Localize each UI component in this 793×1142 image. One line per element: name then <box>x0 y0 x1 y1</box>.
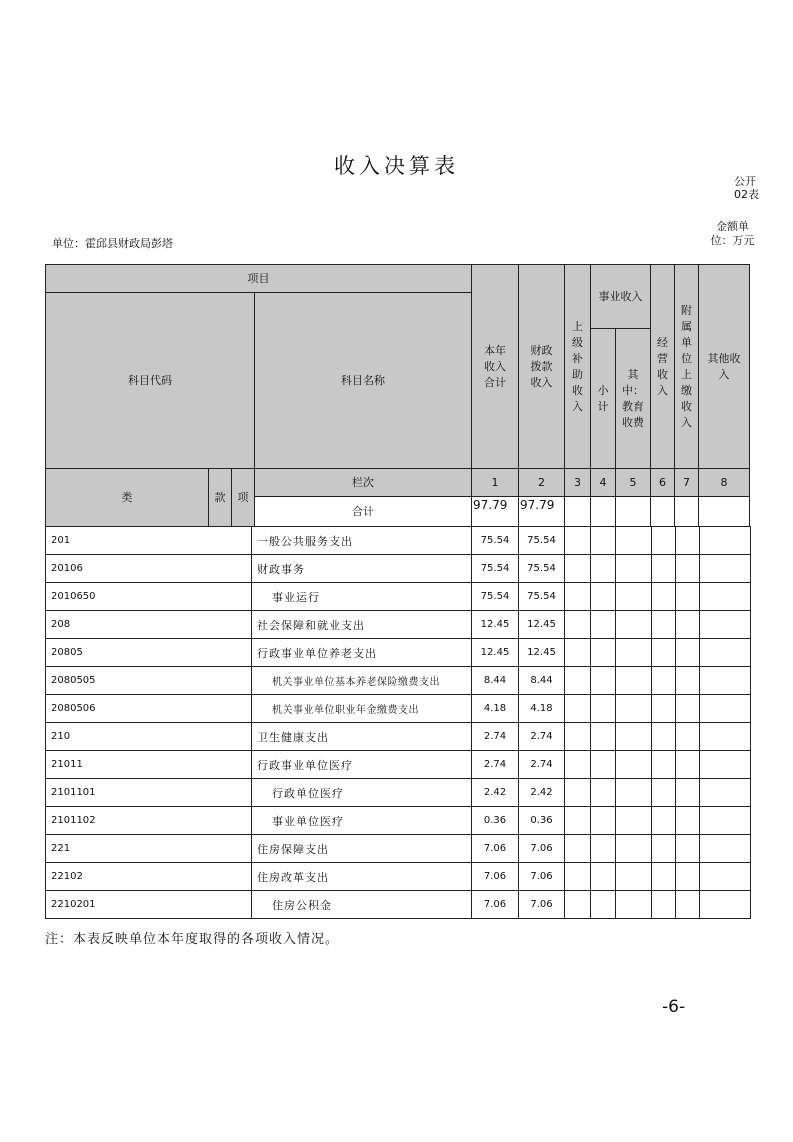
row-code: 21011 <box>46 751 252 779</box>
total-empty-4 <box>590 496 616 527</box>
header-col-total <box>471 264 519 469</box>
row-fiscal: 12.45 <box>519 611 565 639</box>
header-col-superior <box>564 264 591 469</box>
row-total: 12.45 <box>472 639 519 667</box>
table-row <box>46 807 751 835</box>
row-empty <box>616 751 652 779</box>
row-total: 7.06 <box>472 835 519 863</box>
header-col-operating <box>650 264 675 469</box>
row-empty <box>676 611 700 639</box>
row-empty <box>591 807 616 835</box>
row-empty <box>652 807 676 835</box>
col-number-4: 4 <box>590 468 616 497</box>
header-col-other-text: 其他收入 <box>707 351 741 381</box>
row-code: 2010650 <box>46 583 252 611</box>
row-total: 7.06 <box>472 863 519 891</box>
row-empty <box>676 639 700 667</box>
col-number-6: 6 <box>650 468 675 497</box>
row-empty <box>591 527 616 555</box>
row-name: 住房公积金 <box>252 891 472 919</box>
row-fiscal: 7.06 <box>519 891 565 919</box>
table-row <box>46 891 751 919</box>
amount-unit: 金额单位：万元 <box>710 220 755 247</box>
row-name: 住房改革支出 <box>252 863 472 891</box>
row-empty <box>700 695 751 723</box>
row-empty <box>616 555 652 583</box>
row-empty <box>565 779 591 807</box>
header-col-edu-text: 其中：教育收费 <box>622 367 644 429</box>
row-code: 210 <box>46 723 252 751</box>
total-empty-3 <box>564 496 591 527</box>
col-number-1: 1 <box>471 468 519 497</box>
row-empty <box>676 891 700 919</box>
row-total: 2.74 <box>472 723 519 751</box>
row-total: 0.36 <box>472 807 519 835</box>
header-lanci: 栏次 <box>254 468 472 497</box>
row-total: 2.74 <box>472 751 519 779</box>
row-empty <box>700 751 751 779</box>
table-row <box>46 863 751 891</box>
row-empty <box>676 779 700 807</box>
header-col-total-text: 本年收入合计 <box>484 343 506 389</box>
total-empty-5 <box>615 496 651 527</box>
row-empty <box>565 555 591 583</box>
row-name: 卫生健康支出 <box>252 723 472 751</box>
row-total: 7.06 <box>472 891 519 919</box>
row-empty <box>652 555 676 583</box>
row-empty <box>565 723 591 751</box>
row-total: 2.42 <box>472 779 519 807</box>
row-total: 75.54 <box>472 527 519 555</box>
row-empty <box>591 779 616 807</box>
row-empty <box>616 807 652 835</box>
row-code: 2101101 <box>46 779 252 807</box>
row-empty <box>616 723 652 751</box>
row-empty <box>616 667 652 695</box>
col-number-8: 8 <box>698 468 750 497</box>
table-row <box>46 751 751 779</box>
row-empty <box>616 835 652 863</box>
row-empty <box>565 807 591 835</box>
table-row <box>46 835 751 863</box>
row-fiscal: 4.18 <box>519 695 565 723</box>
row-empty <box>591 835 616 863</box>
data-table <box>45 526 751 919</box>
row-empty <box>591 639 616 667</box>
header-col-superior-text: 上级补助收入 <box>572 319 583 413</box>
row-empty <box>700 723 751 751</box>
row-name: 行政单位医疗 <box>252 779 472 807</box>
row-code: 2101102 <box>46 807 252 835</box>
row-empty <box>591 751 616 779</box>
row-empty <box>591 723 616 751</box>
total-value-2: 97.79 <box>518 496 565 527</box>
row-empty <box>700 835 751 863</box>
row-empty <box>591 583 616 611</box>
total-empty-7 <box>674 496 699 527</box>
header-xiang: 项 <box>231 468 255 527</box>
row-empty <box>652 863 676 891</box>
header-col-affiliated-text: 附属单位上缴收入 <box>681 303 692 429</box>
row-empty <box>591 891 616 919</box>
row-empty <box>565 835 591 863</box>
row-empty <box>676 583 700 611</box>
row-empty <box>591 611 616 639</box>
table-row <box>46 723 751 751</box>
row-empty <box>616 583 652 611</box>
header-col-business-text: 事业收入 <box>598 289 643 303</box>
row-empty <box>700 527 751 555</box>
header-col-subtotal-text: 小计 <box>597 383 609 413</box>
row-empty <box>565 751 591 779</box>
row-empty <box>700 807 751 835</box>
page-title: 收入决算表 <box>334 154 459 178</box>
row-empty <box>652 695 676 723</box>
table-row <box>46 611 751 639</box>
row-empty <box>676 807 700 835</box>
row-empty <box>652 639 676 667</box>
table-row <box>46 639 751 667</box>
row-total: 75.54 <box>472 583 519 611</box>
row-name: 行政事业单位医疗 <box>252 751 472 779</box>
header-item: 项目 <box>45 264 472 293</box>
row-empty <box>591 555 616 583</box>
row-fiscal: 7.06 <box>519 835 565 863</box>
row-empty <box>676 667 700 695</box>
row-code: 22102 <box>46 863 252 891</box>
header-col-edu <box>615 328 651 469</box>
header-subject-name: 科目名称 <box>254 292 472 469</box>
row-empty <box>700 639 751 667</box>
row-empty <box>616 695 652 723</box>
row-empty <box>676 863 700 891</box>
row-name: 一般公共服务支出 <box>252 527 472 555</box>
row-empty <box>652 723 676 751</box>
row-fiscal: 75.54 <box>519 555 565 583</box>
table-row <box>46 779 751 807</box>
row-empty <box>676 835 700 863</box>
header-col-fiscal-text: 财政拨款收入 <box>530 343 553 389</box>
row-empty <box>616 891 652 919</box>
row-empty <box>700 891 751 919</box>
total-empty-8 <box>698 496 750 527</box>
table-row <box>46 583 751 611</box>
row-empty <box>565 527 591 555</box>
row-name: 住房保障支出 <box>252 835 472 863</box>
row-empty <box>700 583 751 611</box>
row-name: 机关事业单位职业年金缴费支出 <box>252 695 472 723</box>
page-number: -6- <box>662 997 686 1017</box>
header-col-subtotal <box>590 328 616 469</box>
header-col-operating-text: 经营收入 <box>657 335 668 397</box>
row-fiscal: 2.74 <box>519 723 565 751</box>
header-kuan: 款 <box>208 468 232 527</box>
row-empty <box>565 863 591 891</box>
row-empty <box>565 639 591 667</box>
row-name: 事业单位医疗 <box>252 807 472 835</box>
row-empty <box>565 667 591 695</box>
row-name: 社会保障和就业支出 <box>252 611 472 639</box>
row-fiscal: 75.54 <box>519 583 565 611</box>
row-code: 2080505 <box>46 667 252 695</box>
row-empty <box>676 695 700 723</box>
row-empty <box>652 667 676 695</box>
row-total: 12.45 <box>472 611 519 639</box>
row-empty <box>700 555 751 583</box>
row-fiscal: 0.36 <box>519 807 565 835</box>
row-empty <box>676 527 700 555</box>
row-name: 财政事务 <box>252 555 472 583</box>
col-number-5: 5 <box>615 468 651 497</box>
row-empty <box>565 583 591 611</box>
col-number-2: 2 <box>518 468 565 497</box>
row-code: 20805 <box>46 639 252 667</box>
row-name: 事业运行 <box>252 583 472 611</box>
row-empty <box>616 611 652 639</box>
row-empty <box>652 891 676 919</box>
col-number-7: 7 <box>674 468 699 497</box>
header-col-fiscal <box>518 264 565 469</box>
row-empty <box>616 527 652 555</box>
row-empty <box>591 695 616 723</box>
table-row <box>46 555 751 583</box>
row-fiscal: 7.06 <box>519 863 565 891</box>
footnote: 注：本表反映单位本年度取得的各项收入情况。 <box>45 932 340 947</box>
row-name: 行政事业单位养老支出 <box>252 639 472 667</box>
unit-label: 单位：霍邱县财政局彭塔 <box>52 237 173 250</box>
row-fiscal: 8.44 <box>519 667 565 695</box>
total-empty-6 <box>650 496 675 527</box>
row-code: 2080506 <box>46 695 252 723</box>
row-code: 208 <box>46 611 252 639</box>
row-empty <box>700 667 751 695</box>
header-col-business <box>590 264 651 329</box>
row-empty <box>652 527 676 555</box>
row-code: 20106 <box>46 555 252 583</box>
table-row <box>46 695 751 723</box>
header-col-other <box>698 264 750 469</box>
row-empty <box>591 667 616 695</box>
header-heji: 合计 <box>254 496 472 527</box>
row-code: 201 <box>46 527 252 555</box>
row-empty <box>591 863 616 891</box>
row-empty <box>700 863 751 891</box>
row-empty <box>652 583 676 611</box>
row-empty <box>616 779 652 807</box>
row-empty <box>652 779 676 807</box>
total-value-1: 97.79 <box>471 496 519 527</box>
form-code: 公开02表 <box>734 175 759 201</box>
row-empty <box>676 751 700 779</box>
row-empty <box>700 779 751 807</box>
row-fiscal: 2.42 <box>519 779 565 807</box>
row-empty <box>652 751 676 779</box>
row-total: 8.44 <box>472 667 519 695</box>
row-empty <box>652 835 676 863</box>
row-empty <box>565 891 591 919</box>
header-lei: 类 <box>45 468 209 527</box>
row-fiscal: 75.54 <box>519 527 565 555</box>
row-total: 4.18 <box>472 695 519 723</box>
row-fiscal: 2.74 <box>519 751 565 779</box>
row-empty <box>616 863 652 891</box>
row-empty <box>616 639 652 667</box>
row-empty <box>565 695 591 723</box>
row-empty <box>676 723 700 751</box>
table-row <box>46 527 751 555</box>
row-name: 机关事业单位基本养老保险缴费支出 <box>252 667 472 695</box>
row-empty <box>652 611 676 639</box>
header-col-affiliated <box>674 264 699 469</box>
row-empty <box>676 555 700 583</box>
row-total: 75.54 <box>472 555 519 583</box>
row-fiscal: 12.45 <box>519 639 565 667</box>
row-code: 2210201 <box>46 891 252 919</box>
row-empty <box>565 611 591 639</box>
row-empty <box>700 611 751 639</box>
header-subject-code: 科目代码 <box>45 292 255 469</box>
table-row <box>46 667 751 695</box>
row-code: 221 <box>46 835 252 863</box>
col-number-3: 3 <box>564 468 591 497</box>
